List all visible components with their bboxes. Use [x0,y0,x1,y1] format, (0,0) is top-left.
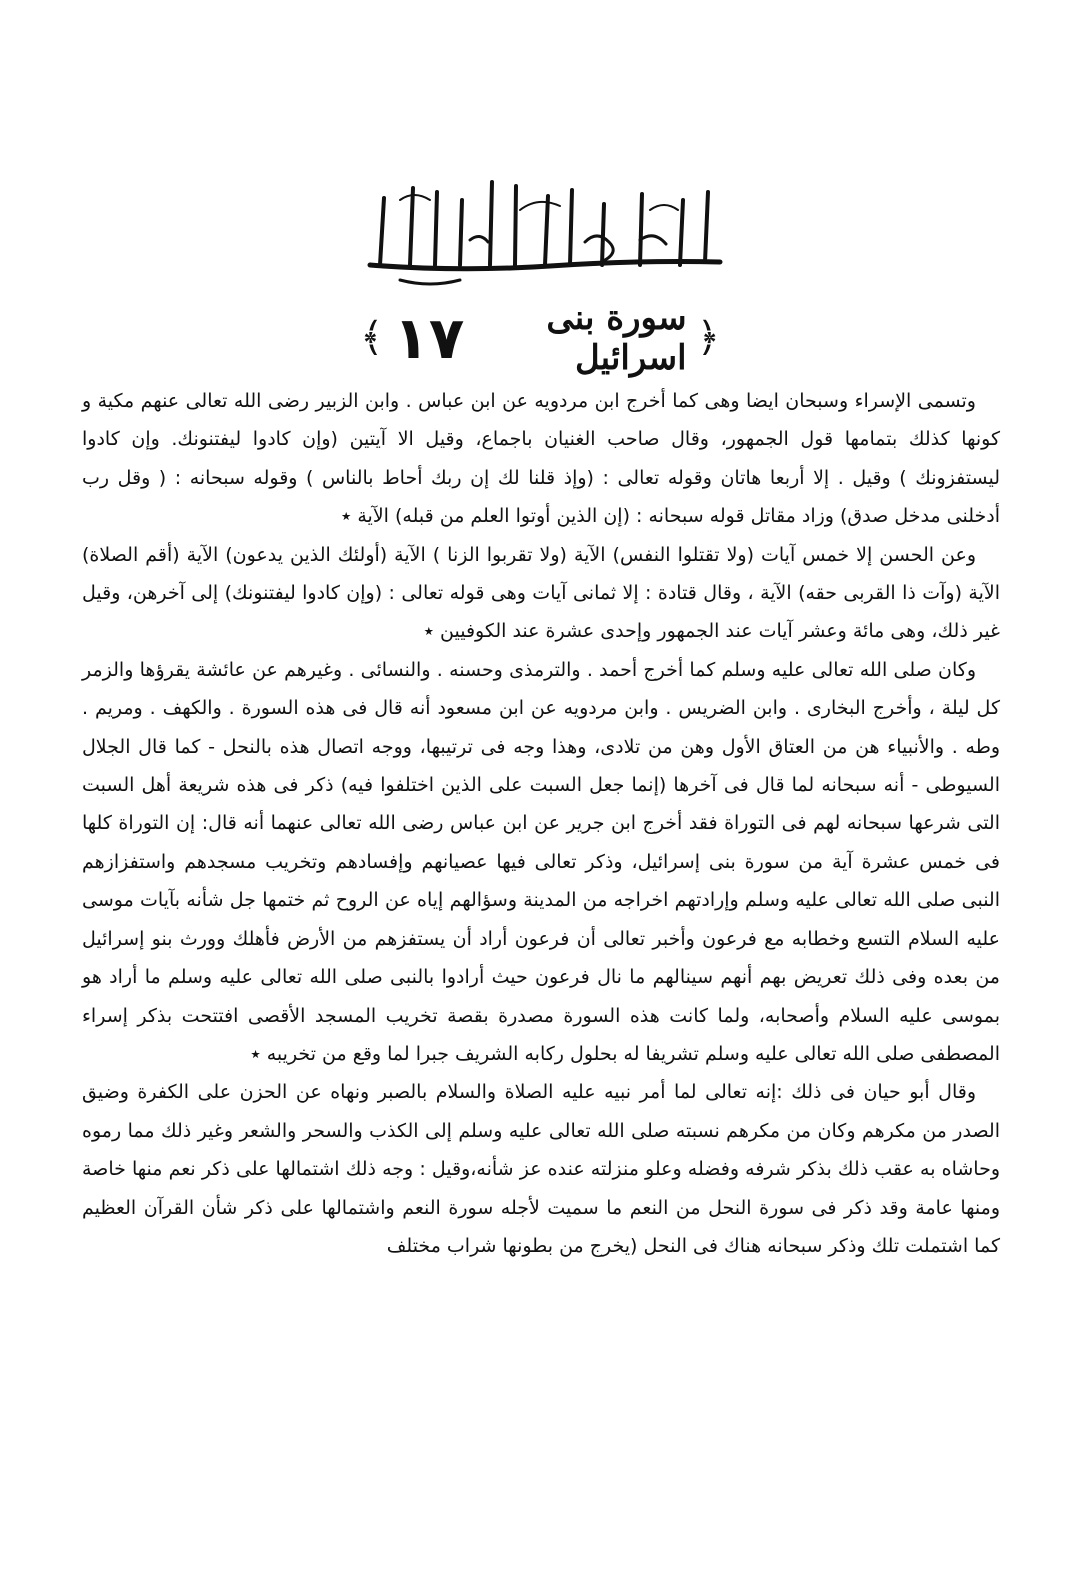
paragraph: وكان صلى الله تعالى عليه وسلم كما أخرج أحمد . والترمذى وحسنه . والنسائى . وغيرهم عن عائشة يقرؤها والزمر كل ليلة ، وأخرج البخارى . وابن الضريس . وابن مردويه عن ابن مسعود أنه قال فى هذه السورة . والكهف . ومريم . وطه . والأنبياء هن من العتاق الأول وهن من تلادى، وهذا وجه فى ترتيبها، ووجه اتصال هذه بالنحل - كما قال الجلال السيوطى - أنه سبحانه لما قال فى آخرها (إنما جعل السبت على الذين اختلفوا فيه) ذكر فى هذه شريعة أهل السبت التى شرعها سبحانه لهم فى التوراة فقد أخرج ابن جرير عن ابن عباس رضى الله تعالى عنهما أنه قال: إن التوراة كلها فى خمس عشرة آية من سورة بنى إسرائيل، وذكر تعالى فيها عصيانهم وإفسادهم وتخريب مسجدهم واستفزازهم النبى صلى الله تعالى عليه وسلم وإرادتهم اخراجه من المدينة وسؤالهم إياه عن الروح ثم ختمها جل شأنه بآيات موسى عليه السلام التسع وخطابه مع فرعون وأخبر تعالى أن فرعون أراد أن يستفزهم من الأرض فأهلك وورث بنو إسرائيل من بعده وفى ذلك تعريض بهم أنهم سينالهم ما نال فرعون حيث أرادوا بالنبى صلى الله تعالى عليه وسلم ما أراد هو بموسى عليه السلام وأصحابه، ولما كانت هذه السورة مصدرة بقصة تخريب المسجد الأقصى افتتحت بذكر إسراء المصطفى صلى الله تعالى عليه وسلم تشريفا له بحلول ركابه الشريف جبرا لما وقع من تخريبه ٭ [82,658,1000,1065]
ornamental-bracket-open: ﴿ [696,315,720,361]
basmala-calligraphy-graphic [340,170,740,290]
paragraph: وتسمى الإسراء وسبحان ايضا وهى كما أخرج ابن مردويه عن ابن عباس . وابن الزبير رضى الله تعالى عنهم مكية و كونها كذلك بتمامها قول الجمهور، وقال صاحب الغنيان باجماع، وقيل الا آيتين (وإن كادوا ليفتنونك. وإن كادوا ليستفزونك ) وقيل . إلا أربعا هاتان وقوله تعالى : (وإذ قلنا لك إن ربك أحاط بالناس ) وقوله سبحانه : ( وقل رب أدخلنى مدخل صدق) وزاد مقاتل قوله سبحانه : (إن الذين أوتوا العلم من قبله) الآية ٭ [82,390,1000,528]
surah-number: ١٧ [393,304,465,372]
paragraph: وقال أبو حيان فى ذلك :إنه تعالى لما أمر نبيه عليه الصلاة والسلام بالصبر ونهاه عن الحزن على الكفرة وضيق الصدر من مكرهم وكان من مكرهم نسبته صلى الله تعالى عليه وسلم إلى الكذب والسحر والشعر وغير ذلك مما رموه وحاشاه به عقب ذلك بذكر شرفه وفضله وعلو منزلته عنده عز شأنه،وقيل : وجه ذلك اشتمالها على ذكر نعم منها خاصة ومنها عامة وقد ذكر فى سورة النحل من النعم ما سميت لأجله سورة النعم واشتمالها على ذكر شأن القرآن العظيم كما اشتملت تلك وذكر سبحانه هناك فى النحل (يخرج من بطونها شراب مختلف [82,1081,1000,1257]
ornamental-bracket-close: ﴾ [360,315,384,361]
basmala-calligraphy [340,170,740,290]
surah-title: سورة بنى اسرائيل [546,298,687,378]
surah-heading [360,300,720,376]
body-text [82,382,1000,1265]
paragraph: وعن الحسن إلا خمس آيات (ولا تقتلوا النفس) الآية (ولا تقربوا الزنا ) الآية (أولئك الذين يدعون) الآية (أقم الصلاة) الآية (وآت ذا القربى حقه) الآية ، وقال قتادة : إلا ثمانى آيات وهى قوله تعالى : (وإن كادوا ليفتنونك) إلى آخرهن، وقيل غير ذلك، وهى مائة وعشر آيات عند الجمهور وإحدى عشرة عند الكوفيين ٭ [82,543,1000,643]
